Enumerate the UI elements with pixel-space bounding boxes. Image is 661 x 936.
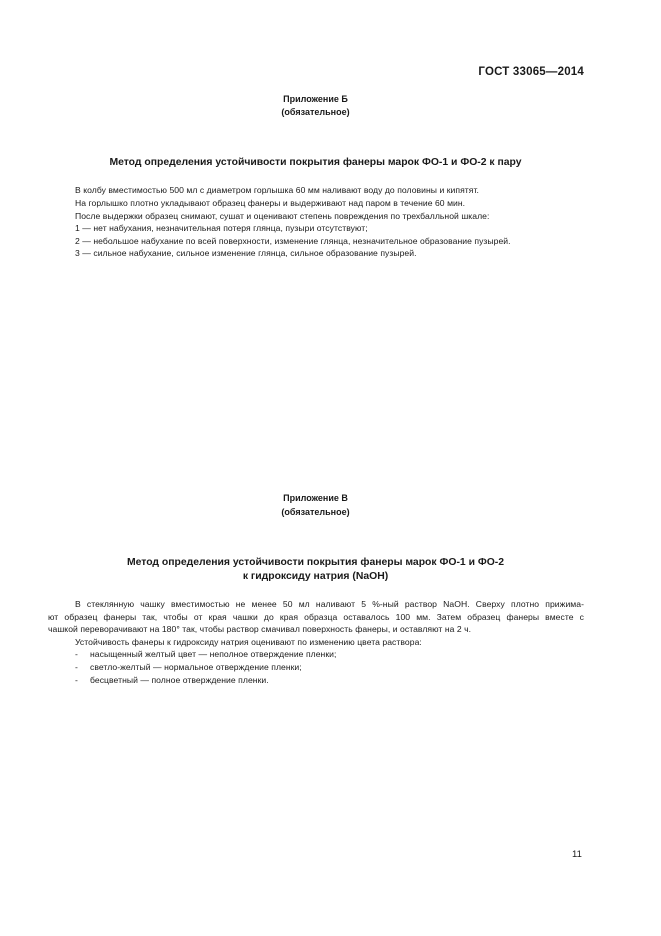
annex-v-heading-line-2: к гидроксиду натрия (NaOH)	[242, 571, 389, 582]
list-item-text: насыщенный желтый цвет — неполное отверждение пленки;	[90, 649, 337, 659]
page-number: 11	[572, 849, 582, 860]
annex-b-scale-item-3: 3 — сильное набухание, сильное изменение глянца, сильное образование пузырей.	[75, 248, 417, 258]
annex-v-paragraph-line-3: чашкой переворачивают на 180° так, чтобы раствор смачивал поверхность фанеры, и оставляют на 2 ч.	[48, 624, 472, 634]
annex-v-heading-line-1: Метод определения устойчивости покрытия фанеры марок ФО-1 и ФО-2	[126, 557, 505, 568]
annex-v-assessment-intro: Устойчивость фанеры к гидроксиду натрия оценивают по изменению цвета раствора:	[75, 637, 422, 647]
annex-b-line-3: После выдержки образец снимают, сушат и оценивают степень повреждения по трехбалльной шкале:	[75, 211, 490, 221]
list-marker: -	[75, 662, 78, 672]
annex-v-list-item-3	[75, 674, 269, 687]
annex-v-paragraph-line-1: В стеклянную чашку вместимостью не менее 50 мл наливают 5 %-ный раствор NaOH. Сверху плотно прижима-	[75, 599, 584, 609]
list-marker: -	[75, 649, 78, 659]
annex-b-line-1: В колбу вместимостью 500 мл с диаметром горлышка 60 мм наливают воду до половины и кипятят.	[75, 185, 479, 195]
annex-v-status: (обязательное)	[281, 507, 350, 517]
list-marker: -	[75, 675, 78, 685]
annex-b-line-2: На горлышко плотно укладывают образец фанеры и выдерживают над паром в течение 60 мин.	[75, 198, 466, 208]
annex-b-scale-item-2: 2 — небольшое набухание по всей поверхности, изменение глянца, незначительное образование пузырей.	[75, 236, 511, 246]
standard-code: ГОСТ 33065—2014	[478, 66, 584, 78]
annex-v-paragraph-line-2: ют образец фанеры так, чтобы от края чашки до края образца оставалось 100 мм. Затем образец фанеры вместе с	[48, 612, 584, 622]
annex-b-title: Приложение Б	[283, 94, 348, 104]
annex-v-list-item-2	[75, 661, 302, 674]
annex-b-scale-item-1: 1 — нет набухания, незначительная потеря глянца, пузыри отсутствуют;	[75, 223, 368, 233]
annex-v-title: Приложение В	[283, 493, 348, 503]
annex-b-status: (обязательное)	[281, 107, 350, 117]
annex-v-list-item-1	[75, 648, 336, 661]
list-item-text: бесцветный — полное отверждение пленки.	[90, 675, 269, 685]
list-item-text: светло-желтый — нормальное отверждение пленки;	[90, 662, 302, 672]
annex-b-heading: Метод определения устойчивости покрытия фанеры марок ФО-1 и ФО-2 к пару	[109, 157, 522, 168]
